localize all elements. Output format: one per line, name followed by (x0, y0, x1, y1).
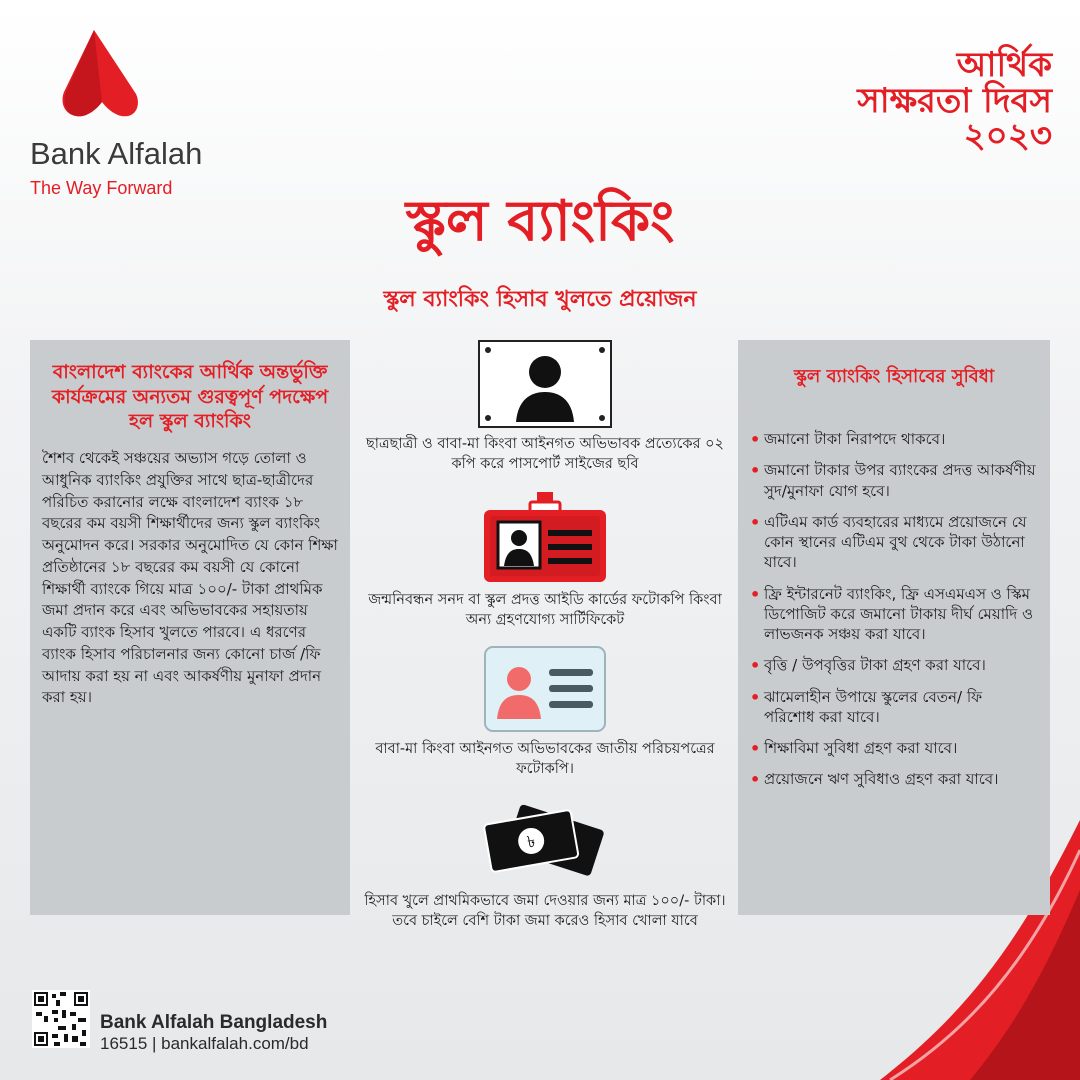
requirement-text: ছাত্রছাত্রী ও বাবা-মা কিংবা আইনগত অভিভাবক প্রত্যেকের ০২ কপি করে পাসপোর্ট সাইজের ছবি (366, 436, 724, 473)
right-benefits-panel (738, 340, 1050, 915)
event-title-line2: সাক্ষরতা দিবস (857, 80, 1052, 121)
event-title (857, 45, 1052, 157)
bullet-icon: • (750, 461, 761, 481)
benefit-text: ফ্রি ইন্টারনেট ব্যাংকিং, ফ্রি এসএমএস ও স্কিম ডিপোজিট করে জমানো টাকায় দীর্ঘ মেয়াদি ও লাভজনক সঞ্চয় করা যাবে। (764, 584, 1034, 643)
qr-code-icon (32, 990, 90, 1048)
alfalah-logo-icon (60, 30, 140, 120)
id-badge-icon (482, 492, 608, 584)
requirement-item (360, 645, 730, 780)
benefit-item (748, 512, 1036, 573)
bullet-icon: • (750, 739, 761, 758)
footer-contact-block (100, 1012, 327, 1054)
requirement-text: হিসাব খুলে প্রাথমিকভাবে জমা দেওয়ার জন্য মাত্র ১০০/- টাকা। তবে চাইলে বেশি টাকা জমা করেও হিসাব খোলা যাবে (364, 893, 726, 930)
benefits-list (738, 393, 1050, 790)
event-title-year: ২০২৩ (963, 116, 1052, 157)
taka-banknotes-icon (481, 795, 609, 885)
bullet-icon: • (750, 656, 761, 676)
event-title-line1: আর্থিক (956, 45, 1052, 85)
right-panel-heading: স্কুল ব্যাংকিং হিসাবের সুবিধা (793, 366, 995, 387)
benefit-item (748, 460, 1036, 501)
bullet-icon: • (750, 430, 761, 449)
benefit-text: শিক্ষাবিমা সুবিধা গ্রহণ করা যাবে। (764, 739, 958, 757)
footer-bank-name: Bank Alfalah Bangladesh (100, 1012, 328, 1033)
svg-text:৳: ৳ (525, 831, 537, 852)
requirement-item (360, 340, 730, 475)
bullet-icon: • (750, 584, 761, 604)
requirement-item (360, 492, 730, 631)
requirement-text: বাবা-মা কিংবা আইনগত অভিভাবকের জাতীয় পরিচয়পত্রের ফটোকপি। (375, 741, 715, 778)
national-id-card-icon (483, 645, 607, 733)
benefit-item (748, 769, 1036, 789)
benefit-text: প্রয়োজনে ঋণ সুবিধাও গ্রহণ করা যাবে। (764, 770, 999, 789)
brand-tagline: The Way Forward (30, 178, 173, 198)
footer-contact-info[interactable]: 16515 | bankalfalah.com/bd (100, 1034, 309, 1053)
brand-name: Bank Alfalah (30, 136, 203, 171)
bullet-icon: • (750, 770, 761, 790)
benefit-item (748, 655, 1036, 675)
benefit-text: বৃত্তি / উপবৃত্তির টাকা গ্রহণ করা যাবে। (764, 656, 986, 675)
requirement-text: জন্মনিবন্ধন সনদ বা স্কুল প্রদত্ত আইডি কার্ডের ফটোকপি কিংবা অন্য গ্রহণযোগ্য সার্টিফিকেট (368, 592, 722, 629)
passport-photo-icon (478, 340, 612, 428)
page-title: স্কুল ব্যাংকিং (405, 189, 675, 254)
page-subtitle: স্কুল ব্যাংকিং হিসাব খুলতে প্রয়োজন (383, 287, 697, 312)
benefit-text: ঝামেলাহীন উপায়ে স্কুলের বেতন/ ফি পরিশোধ করা যাবে। (764, 687, 983, 726)
benefit-item (748, 429, 1036, 449)
bullet-icon: • (750, 687, 761, 707)
benefit-text: এটিএম কার্ড ব্যবহারের মাধ্যমে প্রয়োজনে যে কোন স্থানের এটিএম বুথ থেকে টাকা উঠানো যাবে। (764, 512, 1027, 572)
benefit-text: জমানো টাকার উপর ব্যাংকের প্রদত্ত আকর্ষণীয় সুদ/মুনাফা যোগ হবে। (764, 461, 1036, 500)
benefit-item (748, 584, 1036, 645)
left-panel-body: শৈশব থেকেই সঞ্চয়ের অভ্যাস গড়ে তোলা ও আধুনিক ব্যাংকিং প্রযুক্তির সাথে ছাত্র-ছাত্রীদের পরিচিত করানোর লক্ষে বাংলাদেশ ব্যাংক ১৮ বছরের কম বয়সী শিক্ষার্থীদের জন্য স্কুল ব্যাংকিং অনুমোদন করে। সরকার অনুমোদিত যে কোন শিক্ষা প্রতিষ্ঠানের ১৮ বছরের কম বয়সী যে কোনো শিক্ষার্থী ব্যাংকে গিয়ে মাত্র ১০০/- টাকা প্রাথমিক জমা প্রদান করে এবং অভিভাবকের সহায়তায় একটি ব্যাংক হিসাব খুলতে পারবে। এ ধরণের ব্যাংক হিসাব পরিচালনার জন্য কোনো চার্জ /ফি আদায় করা হয় না এবং আকর্ষণীয় মুনাফা প্রদান করা হয়। (42, 449, 338, 707)
left-info-panel (30, 340, 350, 915)
benefit-item (748, 738, 1036, 758)
benefit-item (748, 687, 1036, 728)
benefit-text: জমানো টাকা নিরাপদে থাকবে। (764, 430, 946, 448)
bullet-icon: • (750, 512, 761, 532)
left-panel-heading: বাংলাদেশ ব্যাংকের আর্থিক অন্তর্ভুক্তি কার্যক্রমের অন্যতম গুরত্বপূর্ণ পদক্ষেপ হল স্কুল ব্যাংকিং (51, 361, 329, 433)
requirement-item (360, 795, 730, 932)
